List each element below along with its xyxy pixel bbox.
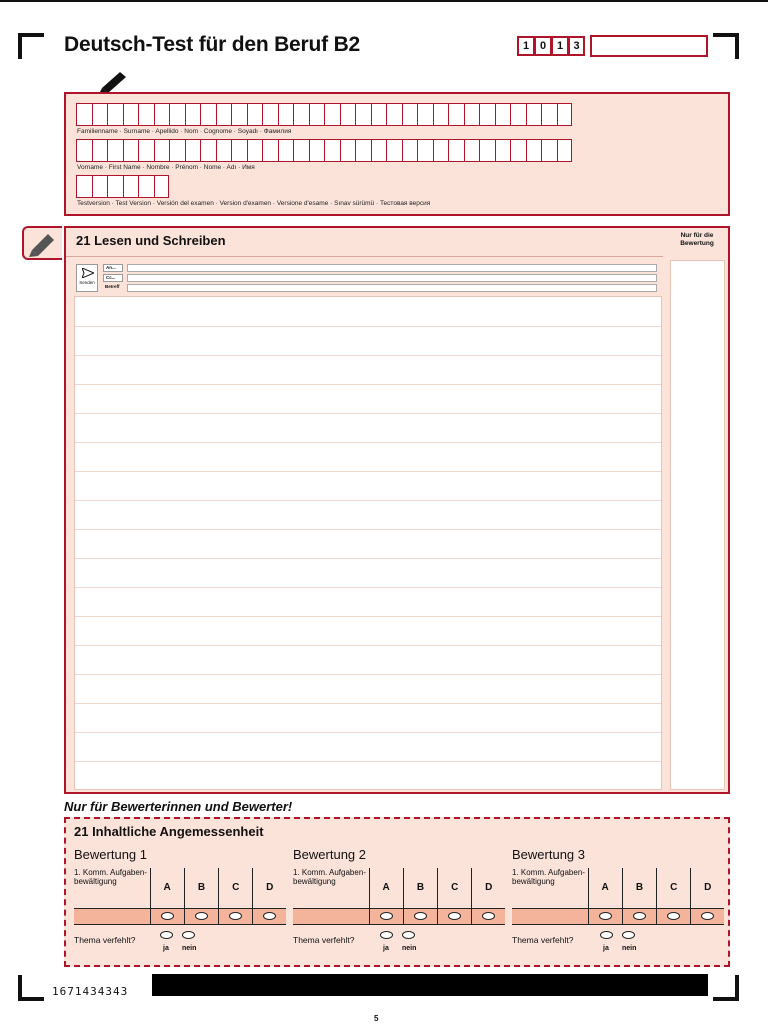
- registration-mark-top-left: [18, 33, 44, 59]
- ruled-line: [75, 645, 661, 646]
- letter-box[interactable]: [371, 139, 387, 162]
- oval-row-spacer: [512, 908, 588, 924]
- letter-box[interactable]: [557, 103, 573, 126]
- oval-icon: [229, 912, 242, 920]
- oval-c[interactable]: [657, 908, 691, 924]
- option-a: A: [150, 868, 184, 908]
- letter-box[interactable]: [185, 103, 201, 126]
- send-button[interactable]: [76, 264, 98, 292]
- letter-box[interactable]: [278, 103, 294, 126]
- evaluation-title: 21 Inhaltliche Angemessenheit: [74, 824, 264, 839]
- to-input[interactable]: [127, 264, 657, 272]
- letter-box[interactable]: [433, 103, 449, 126]
- oval-icon: [380, 912, 393, 920]
- letter-box[interactable]: [231, 103, 247, 126]
- ruled-line: [75, 529, 661, 530]
- letter-box[interactable]: [526, 103, 542, 126]
- testversion-input-boxes[interactable]: [76, 175, 169, 198]
- firstname-input-boxes[interactable]: [76, 139, 572, 162]
- ruled-line: [75, 761, 661, 762]
- oval-icon: [701, 912, 714, 920]
- letter-box[interactable]: [169, 139, 185, 162]
- evaluation-block-2: [293, 847, 505, 925]
- ruled-line: [75, 471, 661, 472]
- barcode-bar: [152, 974, 708, 996]
- oval-a[interactable]: [588, 908, 622, 924]
- option-c: C: [657, 868, 691, 908]
- option-c: C: [219, 868, 253, 908]
- letter-box[interactable]: [293, 103, 309, 126]
- oval-icon: [195, 912, 208, 920]
- send-icon: [82, 268, 94, 278]
- section-pencil-tab: [22, 226, 62, 260]
- letter-box[interactable]: [169, 103, 185, 126]
- ja-label: ja: [163, 945, 169, 952]
- oval-b[interactable]: [403, 908, 437, 924]
- oval-icon: [161, 912, 174, 920]
- letter-box[interactable]: [123, 175, 139, 198]
- letter-box[interactable]: [216, 103, 232, 126]
- ja-label: ja: [603, 945, 609, 952]
- testversion-label: Testversion · Test Version · Versión del examen · Version d'examen · Versione d'esame · Sınav sürümü · Тестовая версия: [77, 200, 431, 207]
- evaluation-section: [64, 817, 730, 967]
- letter-box[interactable]: [123, 103, 139, 126]
- letter-box[interactable]: [371, 103, 387, 126]
- letter-box[interactable]: [76, 103, 92, 126]
- letter-box[interactable]: [92, 175, 108, 198]
- oval-icon: [667, 912, 680, 920]
- option-b: B: [622, 868, 656, 908]
- registration-mark-bottom-left: [18, 975, 44, 1001]
- code-digit: 1: [551, 36, 568, 56]
- letter-box[interactable]: [495, 139, 511, 162]
- letter-box[interactable]: [278, 139, 294, 162]
- letter-box[interactable]: [402, 103, 418, 126]
- letter-box[interactable]: [200, 103, 216, 126]
- section-divider: [66, 256, 663, 257]
- option-b: B: [184, 868, 218, 908]
- oval-d[interactable]: [472, 908, 505, 924]
- letter-box[interactable]: [92, 139, 108, 162]
- oval-row-spacer: [293, 908, 369, 924]
- oval-a[interactable]: [369, 908, 403, 924]
- oval-icon: [448, 912, 461, 920]
- option-a: A: [588, 868, 622, 908]
- thema-verfehlt-label: Thema verfehlt?: [74, 935, 136, 945]
- oval-c[interactable]: [219, 908, 253, 924]
- letter-box[interactable]: [76, 139, 92, 162]
- letter-box[interactable]: [541, 139, 557, 162]
- letter-box[interactable]: [510, 103, 526, 126]
- nein-oval[interactable]: [622, 931, 635, 939]
- letter-box[interactable]: [309, 103, 325, 126]
- rating-grid: [293, 868, 505, 925]
- evaluation-column-label: Nur für die Bewertung: [680, 232, 714, 247]
- sheet-number: 1671434343: [52, 985, 129, 998]
- letter-box[interactable]: [154, 175, 170, 198]
- send-label: Senden: [79, 280, 95, 285]
- ruled-line: [75, 674, 661, 675]
- ruled-line: [75, 442, 661, 443]
- letter-box[interactable]: [76, 175, 92, 198]
- writing-section: [64, 226, 730, 794]
- letter-box[interactable]: [138, 103, 154, 126]
- letter-box[interactable]: [185, 139, 201, 162]
- ruled-line: [75, 413, 661, 414]
- letter-box[interactable]: [324, 103, 340, 126]
- criterion-label: 1. Komm. Aufgaben-bewältigung: [74, 868, 147, 886]
- letter-box[interactable]: [138, 175, 154, 198]
- nein-label: nein: [402, 945, 417, 952]
- letter-box[interactable]: [247, 139, 263, 162]
- oval-b[interactable]: [184, 908, 218, 924]
- ruled-line: [75, 587, 661, 588]
- option-d: D: [472, 868, 505, 908]
- letter-box[interactable]: [262, 103, 278, 126]
- letter-box[interactable]: [479, 139, 495, 162]
- letter-box[interactable]: [479, 103, 495, 126]
- ja-label: ja: [383, 945, 389, 952]
- ja-oval[interactable]: [600, 931, 613, 939]
- option-d: D: [691, 868, 724, 908]
- ja-oval[interactable]: [380, 931, 393, 939]
- personal-data-panel: [64, 92, 730, 216]
- letter-box[interactable]: [541, 103, 557, 126]
- letter-box[interactable]: [526, 139, 542, 162]
- evaluation-block-3: [512, 847, 724, 925]
- ruled-line: [75, 384, 661, 385]
- letter-box[interactable]: [557, 139, 573, 162]
- evaluation-heading: Bewertung 2: [293, 847, 366, 862]
- oval-row-spacer: [74, 908, 150, 924]
- nein-oval[interactable]: [402, 931, 415, 939]
- letter-box[interactable]: [216, 139, 232, 162]
- letter-box[interactable]: [107, 103, 123, 126]
- evaluators-note: Nur für Bewerterinnen und Bewerter!: [64, 799, 293, 814]
- letter-box[interactable]: [200, 139, 216, 162]
- letter-box[interactable]: [510, 139, 526, 162]
- option-d: D: [253, 868, 286, 908]
- rating-grid: [512, 868, 724, 925]
- nein-label: nein: [622, 945, 637, 952]
- option-b: B: [403, 868, 437, 908]
- letter-box[interactable]: [355, 139, 371, 162]
- letter-box[interactable]: [154, 103, 170, 126]
- ruled-line: [75, 558, 661, 559]
- cc-input[interactable]: [127, 274, 657, 282]
- letter-box[interactable]: [107, 175, 123, 198]
- ruled-line: [75, 616, 661, 617]
- ruled-line: [75, 732, 661, 733]
- letter-box[interactable]: [340, 139, 356, 162]
- letter-box[interactable]: [417, 139, 433, 162]
- registration-mark-top-right: [713, 33, 739, 59]
- letter-box[interactable]: [417, 103, 433, 126]
- letter-box[interactable]: [231, 139, 247, 162]
- to-button[interactable]: An...: [103, 264, 123, 272]
- nein-label: nein: [182, 945, 197, 952]
- evaluation-heading: Bewertung 1: [74, 847, 147, 862]
- oval-d[interactable]: [253, 908, 286, 924]
- ja-oval[interactable]: [160, 931, 173, 939]
- letter-box[interactable]: [495, 103, 511, 126]
- criterion-label: 1. Komm. Aufgaben-bewältigung: [512, 868, 585, 886]
- oval-b[interactable]: [622, 908, 656, 924]
- letter-box[interactable]: [386, 139, 402, 162]
- letter-box[interactable]: [262, 139, 278, 162]
- test-code-boxes: [517, 36, 585, 56]
- ruled-line: [75, 500, 661, 501]
- oval-icon: [482, 912, 495, 920]
- criterion-label: 1. Komm. Aufgaben-bewältigung: [293, 868, 366, 886]
- oval-icon: [599, 912, 612, 920]
- nein-oval[interactable]: [182, 931, 195, 939]
- evaluation-block-1: [74, 847, 286, 925]
- evaluation-column: [670, 260, 725, 790]
- letter-box[interactable]: [123, 139, 139, 162]
- rating-grid: [74, 868, 286, 925]
- oval-icon: [633, 912, 646, 920]
- page-number: 5: [374, 1014, 379, 1023]
- letter-box[interactable]: [464, 103, 480, 126]
- oval-icon: [414, 912, 427, 920]
- code-digit: 3: [568, 36, 585, 56]
- subject-label: Betreff: [105, 284, 120, 289]
- oval-d[interactable]: [691, 908, 724, 924]
- letter-box[interactable]: [464, 139, 480, 162]
- oval-icon: [263, 912, 276, 920]
- oval-a[interactable]: [150, 908, 184, 924]
- thema-verfehlt-label: Thema verfehlt?: [512, 935, 574, 945]
- pencil-icon: [24, 228, 58, 258]
- candidate-number-box[interactable]: [590, 35, 708, 57]
- section-title: 21 Lesen und Schreiben: [76, 233, 226, 248]
- letter-box[interactable]: [448, 139, 464, 162]
- code-digit: 1: [517, 36, 534, 56]
- letter-box[interactable]: [386, 103, 402, 126]
- letter-box[interactable]: [309, 139, 325, 162]
- ruled-line: [75, 326, 661, 327]
- letter-box[interactable]: [138, 139, 154, 162]
- letter-box[interactable]: [433, 139, 449, 162]
- ruled-line: [75, 703, 661, 704]
- letter-box[interactable]: [154, 139, 170, 162]
- cc-button[interactable]: Cc...: [103, 274, 123, 282]
- letter-box[interactable]: [448, 103, 464, 126]
- surname-label: Familienname · Surname · Apellido · Nom · Cognome · Soyadı · Фамилия: [77, 128, 292, 135]
- letter-box[interactable]: [293, 139, 309, 162]
- evaluation-heading: Bewertung 3: [512, 847, 585, 862]
- letter-box[interactable]: [107, 139, 123, 162]
- letter-box[interactable]: [92, 103, 108, 126]
- letter-box[interactable]: [402, 139, 418, 162]
- option-c: C: [438, 868, 472, 908]
- page-title: Deutsch-Test für den Beruf B2: [64, 33, 361, 56]
- letter-box[interactable]: [324, 139, 340, 162]
- registration-mark-bottom-right: [713, 975, 739, 1001]
- answer-writing-area[interactable]: [74, 296, 662, 790]
- option-a: A: [369, 868, 403, 908]
- surname-input-boxes[interactable]: [76, 103, 572, 126]
- oval-c[interactable]: [438, 908, 472, 924]
- letter-box[interactable]: [355, 103, 371, 126]
- subject-input[interactable]: [127, 284, 657, 292]
- letter-box[interactable]: [340, 103, 356, 126]
- letter-box[interactable]: [247, 103, 263, 126]
- email-header: [74, 262, 662, 294]
- firstname-label: Vorname · First Name · Nombre · Prénom · Nome · Adı · Имя: [77, 164, 255, 171]
- thema-verfehlt-label: Thema verfehlt?: [293, 935, 355, 945]
- top-border-line: [0, 0, 768, 2]
- ruled-line: [75, 355, 661, 356]
- code-digit: 0: [534, 36, 551, 56]
